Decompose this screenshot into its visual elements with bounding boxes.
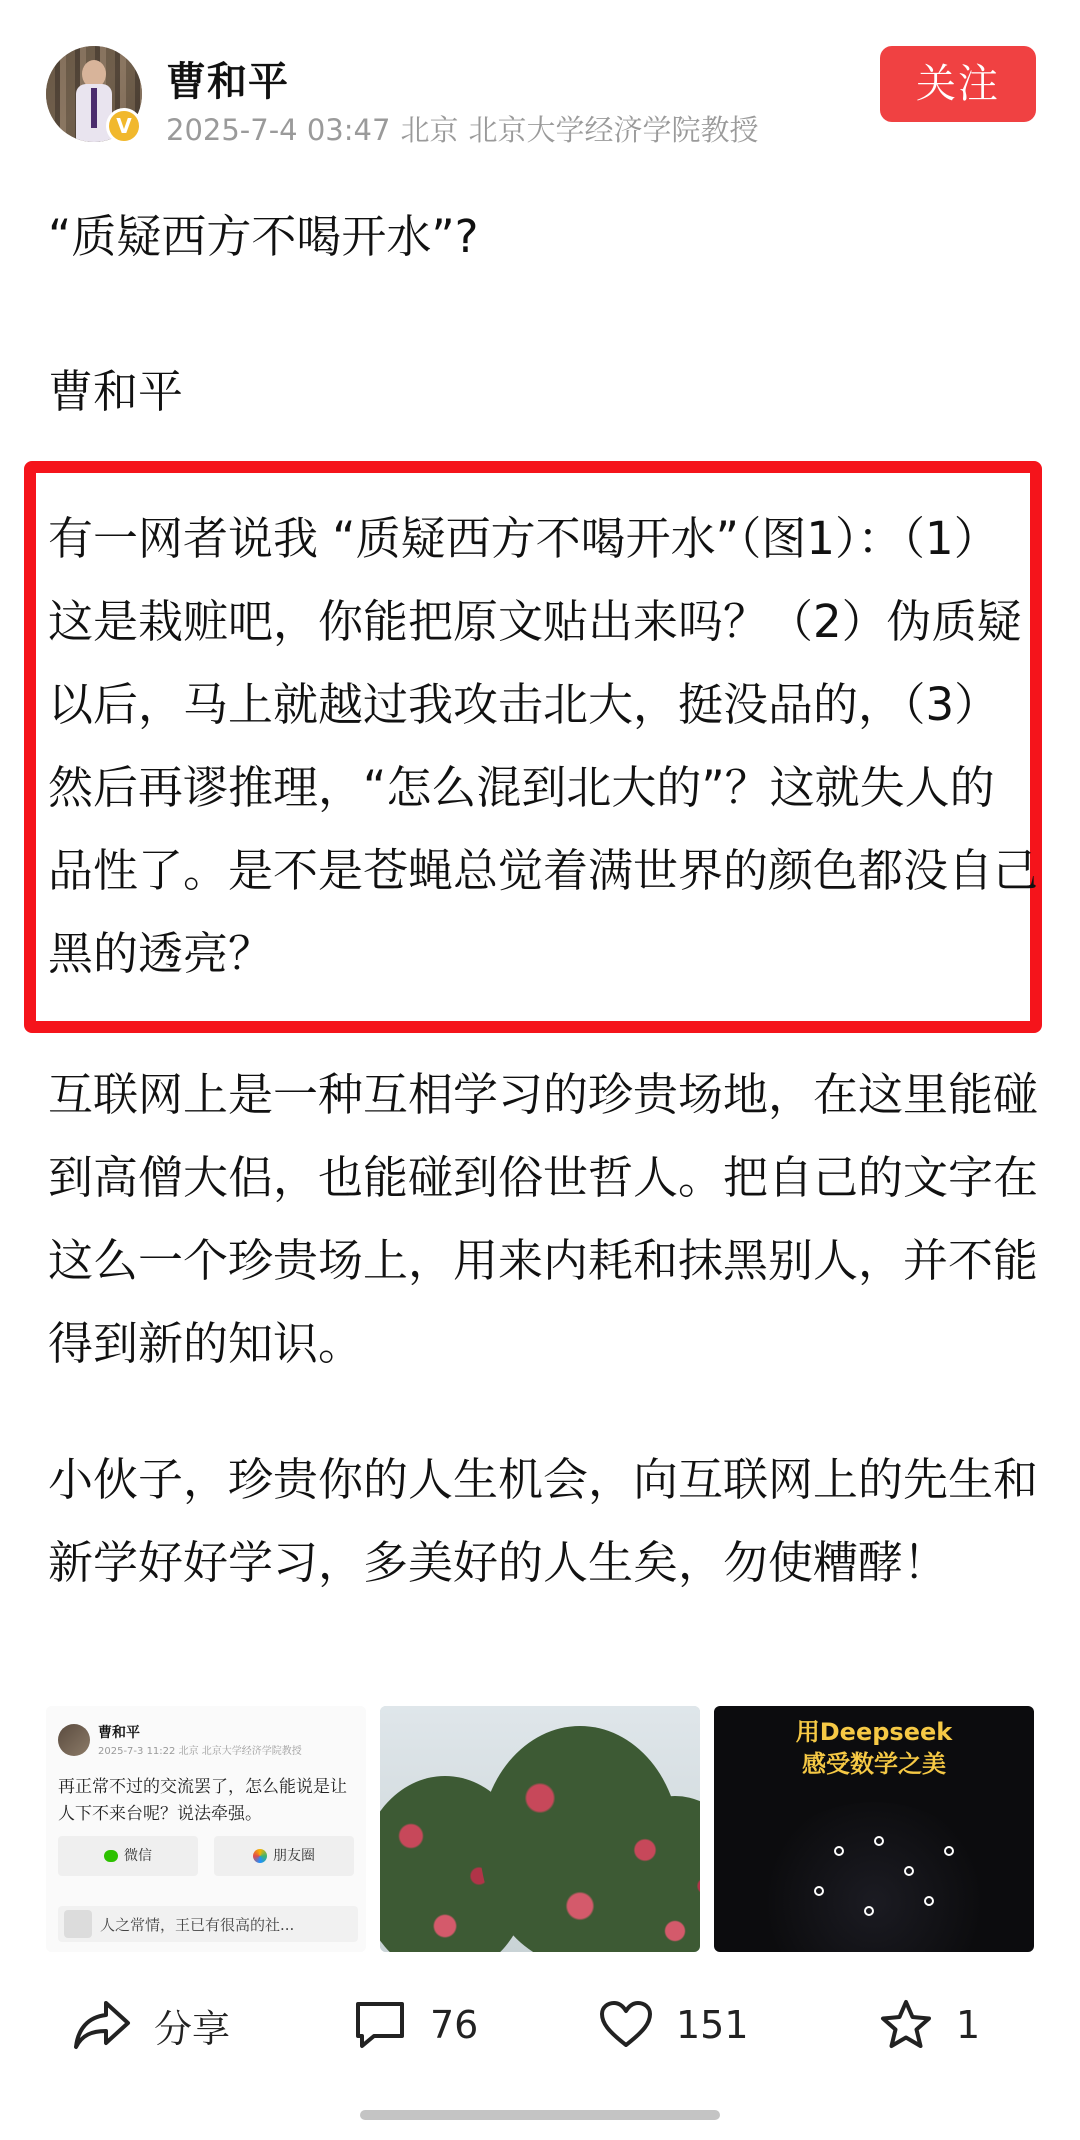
- avatar-tie: [91, 88, 97, 128]
- bottom-action-bar: [0, 1960, 1080, 2090]
- mini-avatar: [58, 1724, 90, 1756]
- comment-count: 76: [430, 2003, 479, 2047]
- image-grid: [46, 1706, 1036, 1952]
- like-count: 151: [676, 2003, 749, 2047]
- post-date: 2025-7-4 03:47: [166, 113, 391, 147]
- math-dot: [874, 1836, 884, 1846]
- math-dot: [924, 1896, 934, 1906]
- article-title-line: “质疑西方不喝开水”?: [48, 210, 479, 263]
- deepseek-title-line2: 感受数学之美: [802, 1750, 946, 1778]
- comment-icon: [352, 1998, 408, 2052]
- mini-reply-row: [58, 1906, 358, 1942]
- math-dot: [814, 1886, 824, 1896]
- favorite-count: 1: [956, 2003, 981, 2047]
- math-dot: [904, 1866, 914, 1876]
- comment-button[interactable]: [352, 1960, 478, 2090]
- image-thumb-deepseek[interactable]: [714, 1706, 1034, 1952]
- wechat-icon: [104, 1850, 118, 1862]
- math-dot: [944, 1846, 954, 1856]
- mini-share-moments: [214, 1836, 354, 1876]
- image-thumb-screenshot[interactable]: [46, 1706, 366, 1952]
- author-title: 北京大学经济学院教授: [468, 113, 759, 147]
- article-author-line: 曹和平: [48, 365, 184, 418]
- mini-share-row: [58, 1836, 354, 1876]
- math-dot: [864, 1906, 874, 1916]
- home-indicator[interactable]: [360, 2110, 720, 2120]
- mini-reply-text: 人之常情，王已有很高的社...: [100, 1916, 295, 1934]
- mini-text: 再正常不过的交流罢了，怎么能说是让人下不来台呢？说法牵强。: [58, 1777, 347, 1824]
- mini-share-wechat: [58, 1836, 198, 1876]
- moments-label: 朋友圈: [273, 1848, 315, 1864]
- mini-author-name: 曹和平: [98, 1725, 140, 1741]
- deepseek-title-line1: 用Deepseek: [795, 1718, 953, 1746]
- post-location: 北京: [400, 113, 459, 147]
- favorite-button[interactable]: [878, 1960, 980, 2090]
- mini-meta: 2025-7-3 11:22 北京 北京大学经济学院教授: [98, 1746, 302, 1757]
- post-header: [0, 0, 1080, 160]
- heart-icon: [598, 1999, 654, 2051]
- screenshot-card: [46, 1706, 366, 1952]
- follow-button[interactable]: 关注: [880, 46, 1036, 122]
- wechat-label: 微信: [124, 1848, 152, 1864]
- star-icon: [878, 1998, 934, 2052]
- deepseek-title: [714, 1716, 1034, 1780]
- share-label: 分享: [154, 2006, 231, 2051]
- share-icon: [72, 1997, 132, 2053]
- share-button[interactable]: [72, 1960, 230, 2090]
- quoted-paragraph: 有一网者说我 “质疑西方不喝开水”（图1）：（1）这是栽赃吧，你能把原文贴出来吗？（2）伪质疑以后，马上就越过我攻击北大，挺没品的，（3）然后再谬推理，“怎么混到北大的”？这就失人的品性了。是不是苍蝇总觉着满世界的颜色都没自己黑的透亮？: [48, 512, 1039, 980]
- body-paragraph-2: 小伙子，珍贵你的人生机会，向互联网上的先生和新学好好学习，多美好的人生矣，勿使糟酵！: [48, 1453, 1039, 1589]
- body-paragraph-1: 互联网上是一种互相学习的珍贵场地，在这里能碰到高僧大侣，也能碰到俗世哲人。把自己的文字在这么一个珍贵场上，用来内耗和抹黑别人，并不能得到新的知识。: [48, 1068, 1039, 1370]
- verified-badge-icon: V: [106, 108, 142, 144]
- math-dot: [834, 1846, 844, 1856]
- moments-icon: [253, 1849, 267, 1863]
- author-name[interactable]: 曹和平: [166, 59, 289, 105]
- math-visual: [754, 1802, 994, 1952]
- like-button[interactable]: [598, 1960, 749, 2090]
- image-thumb-tree[interactable]: [380, 1706, 700, 1952]
- reply-thumb-icon: [64, 1910, 92, 1938]
- author-meta: [166, 108, 768, 149]
